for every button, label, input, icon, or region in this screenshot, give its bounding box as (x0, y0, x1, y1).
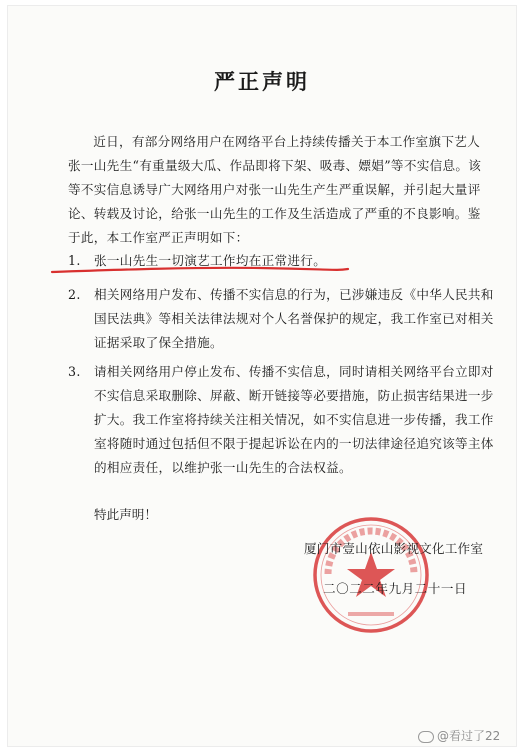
document-page (8, 6, 516, 746)
studio-name: 厦门市壹山依山影视文化工作室 (304, 541, 484, 556)
closing-statement: 特此声明！ (94, 507, 157, 522)
app-logo-icon (418, 731, 434, 743)
document-title: 严正声明 (214, 69, 310, 94)
list-item-number: 2. (68, 287, 81, 302)
intro-paragraph: 近日，有部分网络用户在网络平台上持续传播关于本工作室旗下艺人张一山先生“有重量级大瓜、作品即将下架、吸毒、嫖娼”等不实信息。该等不实信息诱导广大网络用户对张一山先生产生严重误解，并引起大量评论、转载及讨论，给张一山先生的工作及生活造成了严重的不良影响。鉴于此，本工作室严正声明如下： (68, 134, 482, 245)
list-item-number: 3. (68, 364, 81, 379)
list-item-text: 相关网络用户发布、传播不实信息的行为，已涉嫌违反《中华人民共和国民法典》等相关法律法规对个人名誉保护的规定，我工作室已对相关证据采取了保全措施。 (94, 287, 494, 350)
watermark-text: @看过了22 (437, 729, 501, 743)
list-item-number: 1. (68, 253, 81, 268)
list-item-text: 张一山先生一切演艺工作均在正常进行。 (94, 253, 327, 268)
official-seal-icon (310, 514, 432, 636)
list-item-text: 请相关网络用户停止发布、传播不实信息，同时请相关网络平台立即对不实信息采取删除、屏蔽、断开链接等必要措施，防止损害结果进一步扩大。我工作室将持续关注相关情况，如不实信息进一步传播，我工作室将随时通过包括但不限于提起诉讼在内的一切法律途径追究该等主体的相应责任，以维护张一山先生的合法权益。 (94, 364, 494, 475)
statement-date: 二〇二二年九月二十一日 (323, 581, 468, 596)
watermark (418, 727, 500, 744)
